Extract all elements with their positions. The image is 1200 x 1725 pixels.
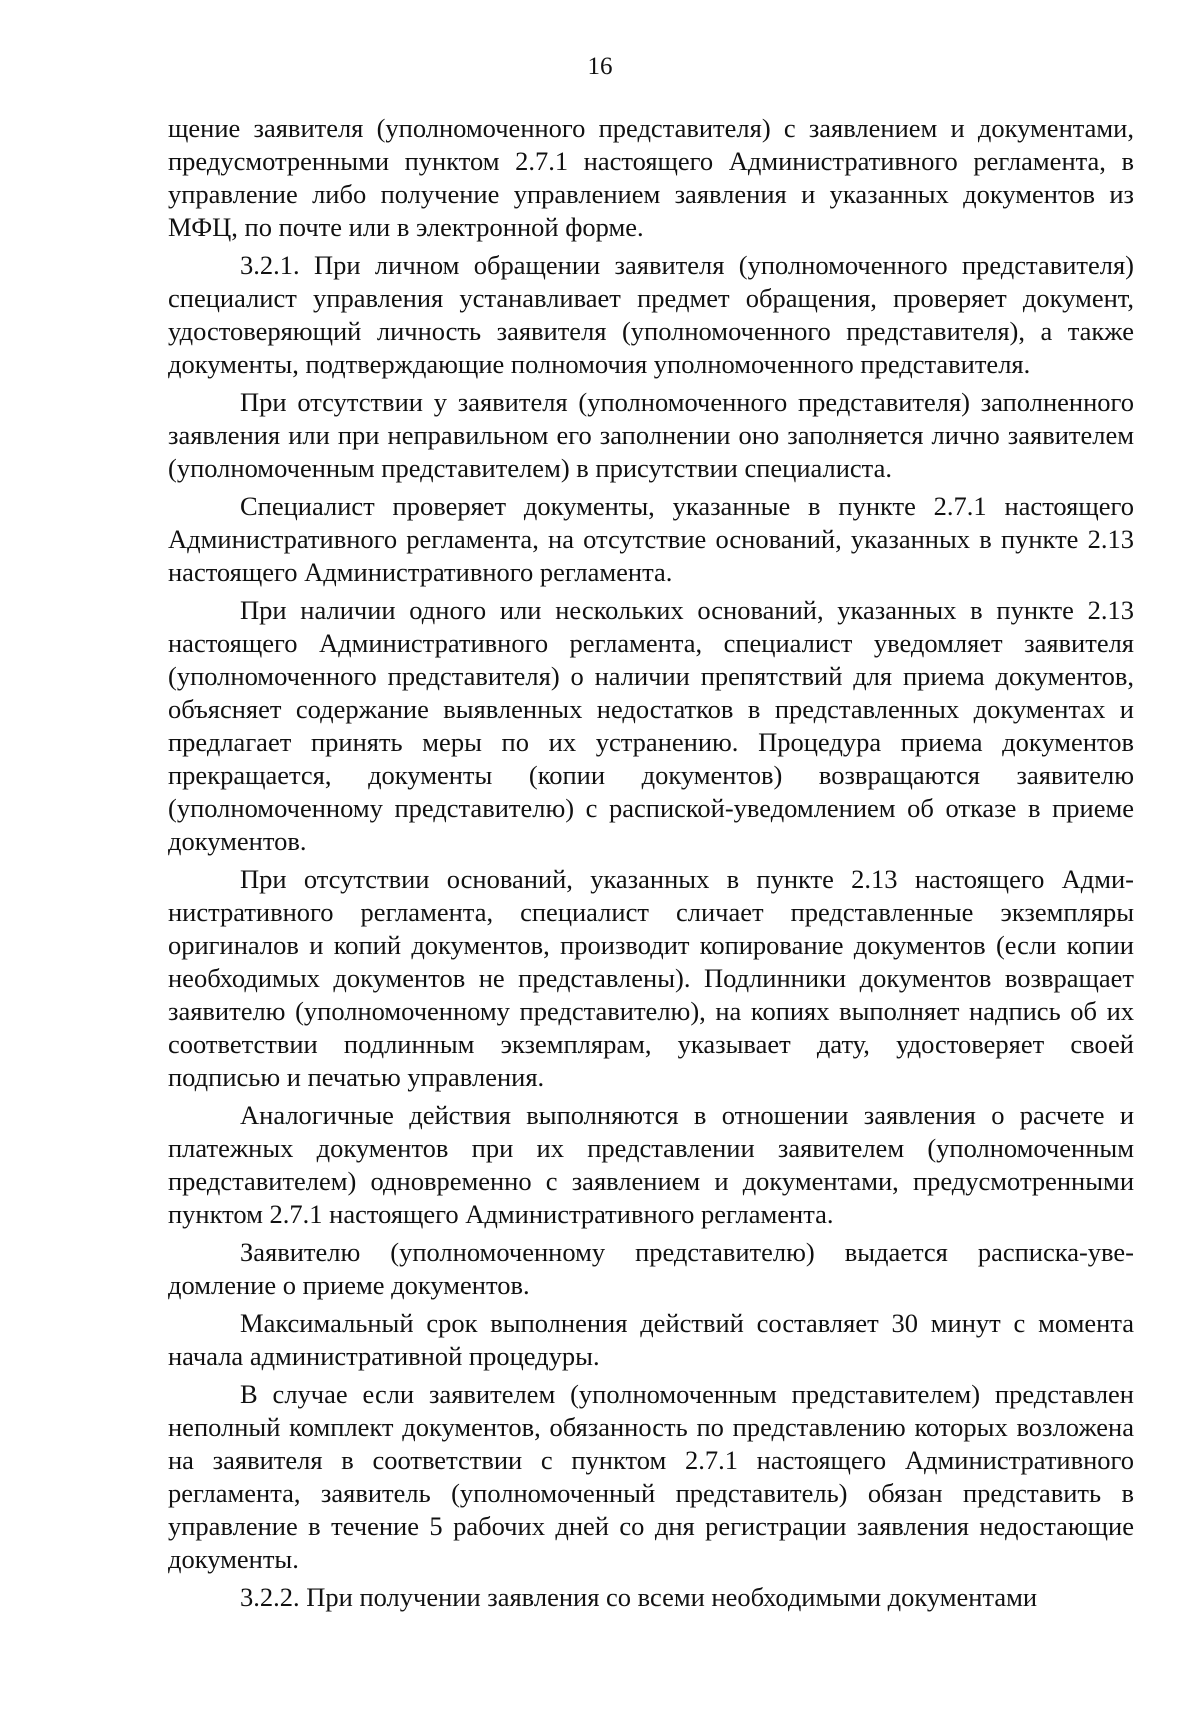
paragraph-continuation: щение заявителя (уполномоченного представителя) с заявлением и документами, предусмотренными пунктом 2.7.1 настоящего Административного регламента, в управление либо получение управлением заявления и указанных документов из МФЦ, по почте или в электронной форме. bbox=[168, 113, 1134, 242]
paragraph: Специалист проверяет документы, указанные в пункте 2.7.1 настоящего Административного регламента, на отсутствие оснований, указанных в пункте 2.13 настоящего Административного регламента. bbox=[168, 491, 1134, 587]
paragraph: Заявителю (уполномоченному представителю) выдается расписка-уведомление о приеме документов. bbox=[168, 1237, 1134, 1300]
paragraph-3-2-2: 3.2.2. При получении заявления со всеми необходимыми документами bbox=[240, 1582, 1038, 1612]
paragraph: При отсутствии у заявителя (уполномоченного представителя) заполненного заявления или при неправильном его заполнении оно заполняется лично заявителем (уполномоченным представителем) в присутствии специалиста. bbox=[168, 387, 1134, 483]
paragraph: При наличии одного или нескольких оснований, указанных в пункте 2.13 настоящего Административного регламента, специалист уведомляет заявителя (уполномоченного представителя) о наличии препятствий для приема документов, объясняет содержание выявленных недостатков в представленных документах и предлагает принять меры по их устранению. Процедура приема документов прекращается, документы (копии документов) возвращаются заявителю (уполномоченному представителю) с распиской-уведомлением об отказе в приеме документов. bbox=[168, 595, 1134, 856]
paragraph: Аналогичные действия выполняются в отношении заявления о расчете и платежных документов при их представлении заявителем (уполномоченным представителем) одновременно с заявлением и документами, предусмотренными пунктом 2.7.1 настоящего Административного регламента. bbox=[168, 1100, 1134, 1229]
paragraph: В случае если заявителем (уполномоченным представителем) представлен неполный комплект документов, обязанность по представлению которых возложена на заявителя в соответствии с пунктом 2.7.1 настоящего Административного регламента, заявитель (уполномоченный представитель) обязан представить в управление в течение 5 рабочих дней со дня регистрации заявления недостающие документы. bbox=[168, 1379, 1134, 1574]
paragraph: Максимальный срок выполнения действий составляет 30 минут с момента начала административной процедуры. bbox=[168, 1308, 1134, 1371]
page-number: 16 bbox=[587, 53, 613, 80]
paragraph: При отсутствии оснований, указанных в пункте 2.13 настоящего Административного регламента, специалист сличает представленные экземпляры оригиналов и копий документов, производит копирование документов (если копии необходимых документов не представлены). Подлинники документов возвращает заявителю (уполномоченному представителю), на копиях выполняет надпись об их соответствии подлинным экземплярам, указывает дату, удостоверяет своей подписью и печатью управления. bbox=[168, 864, 1134, 1092]
document-body bbox=[168, 112, 1134, 1619]
paragraph-3-2-1: 3.2.1. При личном обращении заявителя (уполномоченного представителя) специалист управления устанавливает предмет обращения, проверяет документ, удостоверяющий личность заявителя (уполномоченного представителя), а также документы, подтверждающие полномочия уполномоченного представителя. bbox=[168, 250, 1134, 379]
